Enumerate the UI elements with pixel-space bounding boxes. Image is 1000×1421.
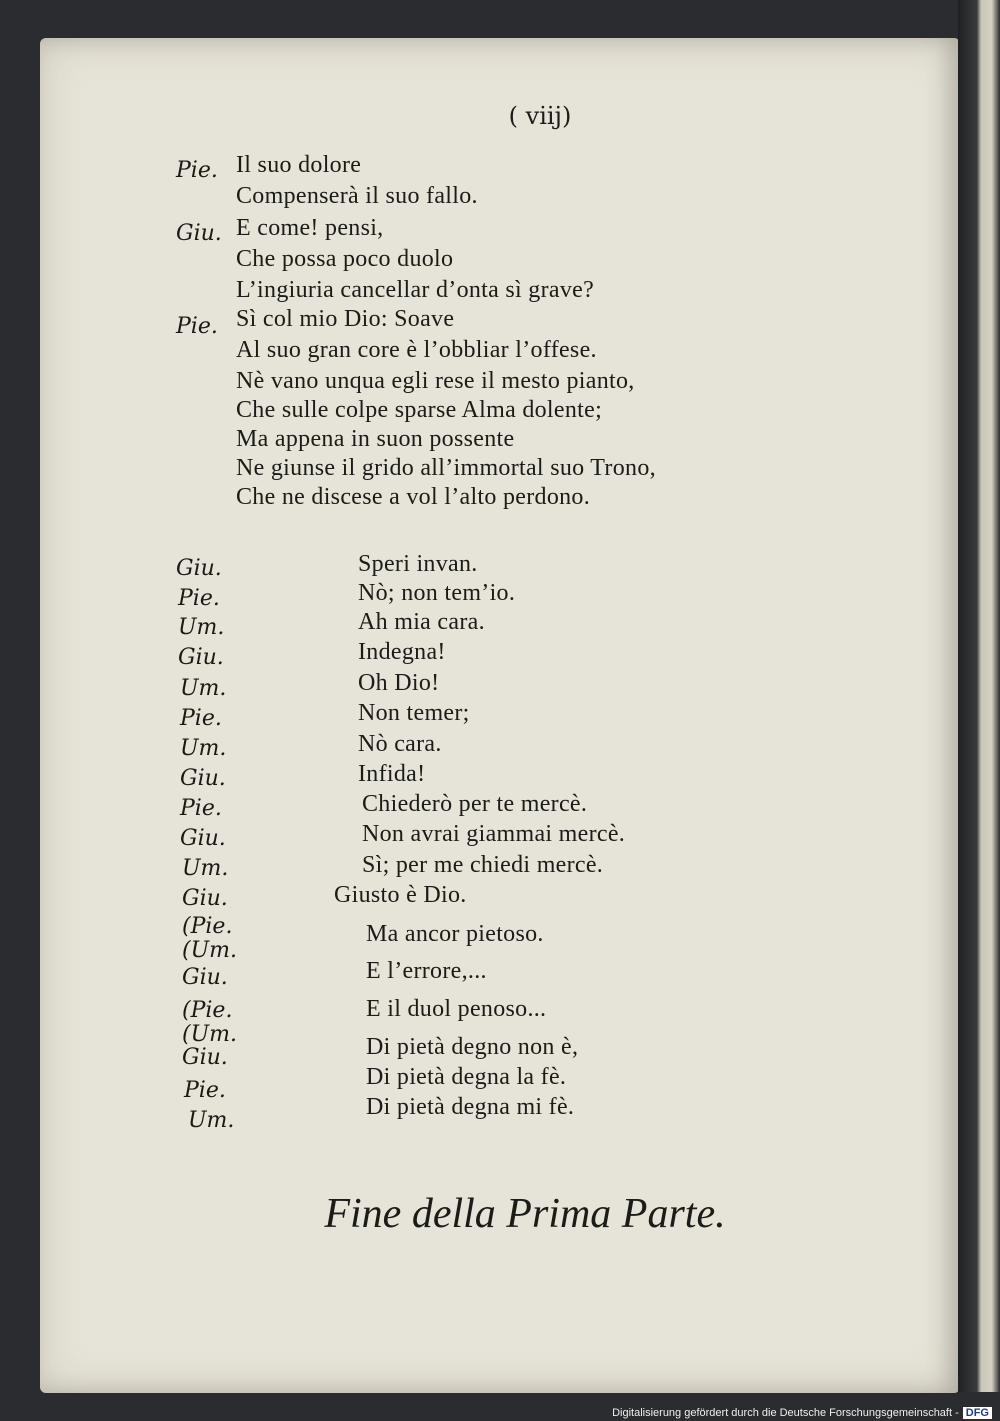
verse-line: Speri invan. xyxy=(358,551,478,577)
speaker-label: (Um. xyxy=(182,1022,237,1047)
verse-line: Al suo gran core è l’obbliar l’offese. xyxy=(236,337,597,363)
verse-line: Che sulle colpe sparse Alma dolente; xyxy=(236,397,603,423)
verse-line: L’ingiuria cancellar d’onta sì grave? xyxy=(236,277,595,303)
speaker-label: Um. xyxy=(182,856,229,881)
verse-line: Di pietà degna la fè. xyxy=(366,1064,567,1090)
verse-line: Il suo dolore xyxy=(236,152,362,178)
speaker-label: Giu. xyxy=(176,221,222,246)
speaker-label: Pie. xyxy=(176,158,218,183)
verse-line: Di pietà degna mi fè. xyxy=(366,1094,575,1120)
verse-line: Che possa poco duolo xyxy=(236,246,454,272)
verse-line: Ma appena in suon possente xyxy=(236,426,515,452)
speaker-label: Giu. xyxy=(182,965,228,990)
speaker-label: Pie. xyxy=(178,586,220,611)
footer-credit xyxy=(612,1407,992,1419)
verse-line: Indegna! xyxy=(358,639,446,665)
verse-line: Che ne discese a vol l’alto perdono. xyxy=(236,484,591,510)
verse-line: Chiederò per te mercè. xyxy=(362,791,588,817)
verse-line: Non avrai giammai mercè. xyxy=(362,821,626,847)
speaker-label: Giu. xyxy=(182,1045,228,1070)
speaker-label: Pie. xyxy=(184,1078,226,1103)
book-spine xyxy=(958,0,1000,1392)
verse-line: Compenserà il suo fallo. xyxy=(236,183,478,209)
speaker-label: (Pie. xyxy=(182,914,233,939)
verse-line: Non temer; xyxy=(358,700,470,726)
speaker-label: Pie. xyxy=(180,796,222,821)
verse-line: Giusto è Dio. xyxy=(334,882,467,908)
verse-line: Nò; non tem’io. xyxy=(358,580,516,606)
speaker-label: Giu. xyxy=(178,645,224,670)
speaker-label: Um. xyxy=(188,1108,235,1133)
section-end-title: Fine della Prima Parte. xyxy=(324,1191,726,1237)
verse-line: Nè vano unqua egli rese il mesto pianto, xyxy=(236,368,635,394)
speaker-label: Um. xyxy=(180,736,227,761)
verse-line: Infida! xyxy=(358,761,426,787)
speaker-label: (Pie. xyxy=(182,998,233,1023)
verse-line: Nò cara. xyxy=(358,731,442,757)
speaker-label: Pie. xyxy=(176,314,218,339)
speaker-label: Pie. xyxy=(180,706,222,731)
verse-line: Sì col mio Dio: Soave xyxy=(236,306,455,332)
speaker-label: Giu. xyxy=(182,886,228,911)
speaker-label: (Um. xyxy=(182,938,237,963)
verse-line: Ma ancor pietoso. xyxy=(366,921,544,947)
verse-line: Di pietà degno non è, xyxy=(366,1034,579,1060)
speaker-label: Giu. xyxy=(180,766,226,791)
verse-line: Ne giunse il grido all’immortal suo Trono, xyxy=(236,455,656,481)
footer-text: Digitalisierung gefördert durch die Deutsche Forschungsgemeinschaft - xyxy=(612,1407,959,1419)
page-number-header: ( viij) xyxy=(508,102,572,130)
verse-line: E l’errore,... xyxy=(366,958,487,984)
verse-line: Ah mia cara. xyxy=(358,609,485,635)
dfg-logo: DFG xyxy=(963,1407,992,1419)
speaker-label: Giu. xyxy=(180,826,226,851)
speaker-label: Um. xyxy=(180,676,227,701)
verse-line: E come! pensi, xyxy=(236,215,384,241)
verse-line: Sì; per me chiedi mercè. xyxy=(362,852,604,878)
verse-line: E il duol penoso... xyxy=(366,996,547,1022)
speaker-label: Giu. xyxy=(176,556,222,581)
verse-line: Oh Dio! xyxy=(358,670,440,696)
speaker-label: Um. xyxy=(178,615,225,640)
